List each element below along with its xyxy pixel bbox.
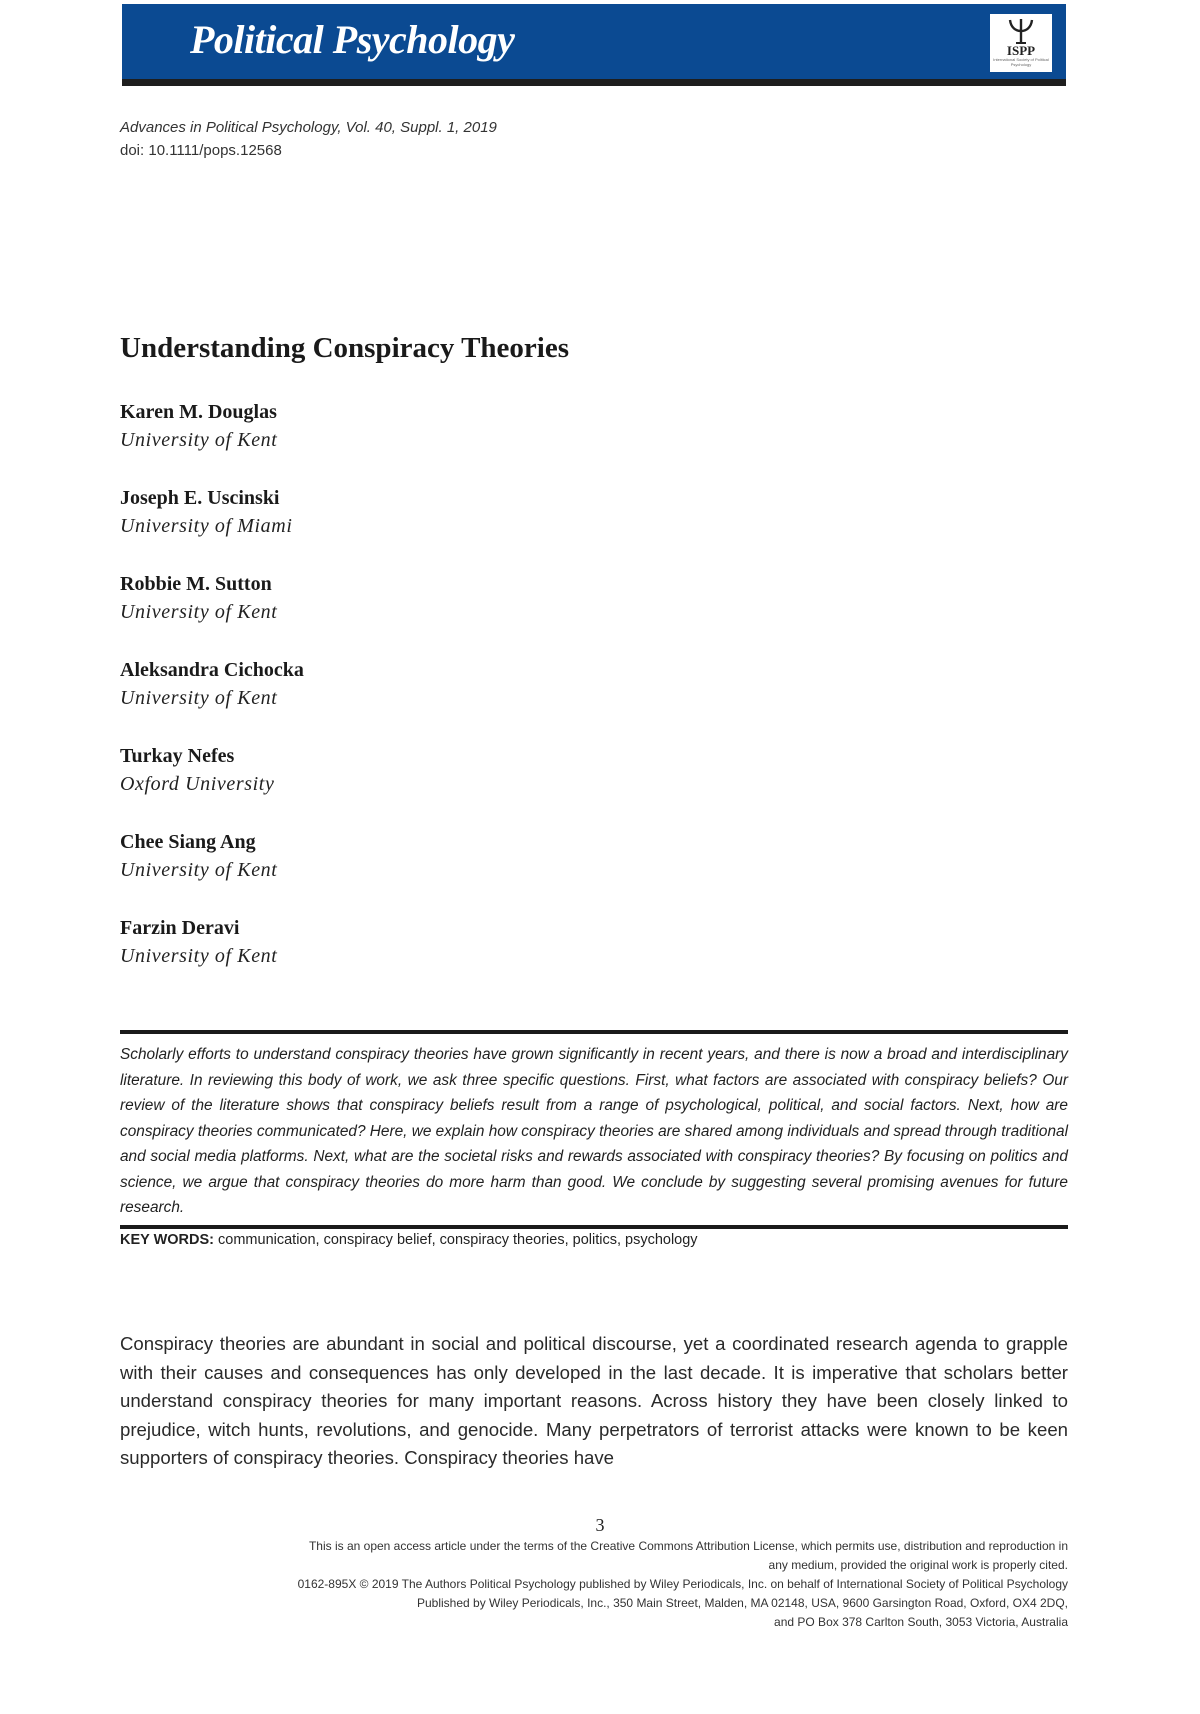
author-entry	[120, 828, 720, 914]
author-entry	[120, 484, 720, 570]
author-list	[120, 398, 720, 1000]
article-title: Understanding Conspiracy Theories	[120, 332, 570, 364]
journal-title: Political Psychology	[190, 17, 515, 62]
ispp-logo-label: ISPP	[1006, 43, 1036, 58]
author-affiliation: University of Miami	[120, 515, 293, 537]
author-entry	[120, 742, 720, 828]
author-affiliation: University of Kent	[120, 687, 278, 709]
author-affiliation: University of Kent	[120, 601, 278, 623]
footer-copyright-line: 0162-895X © 2019 The Authors Political Psychology published by Wiley Periodicals, Inc. on behalf of International Society of Political Psychology	[297, 1577, 1068, 1591]
author-name: Farzin Deravi	[120, 917, 240, 939]
page-number: 3	[595, 1515, 605, 1535]
keywords-list: communication, conspiracy belief, conspiracy theories, politics, psychology	[218, 1231, 698, 1248]
doi-link[interactable]: doi: 10.1111/pops.12568	[120, 142, 282, 159]
author-entry	[120, 914, 720, 1000]
journal-header-band	[122, 4, 1066, 86]
author-name: Robbie M. Sutton	[120, 573, 272, 595]
author-name: Karen M. Douglas	[120, 401, 277, 423]
author-name: Chee Siang Ang	[120, 831, 256, 853]
author-name: Aleksandra Cichocka	[120, 659, 304, 681]
footer-license-line-2: any medium, provided the original work is properly cited.	[768, 1558, 1068, 1572]
keywords-line	[120, 1229, 1068, 1251]
citation-line: Advances in Political Psychology, Vol. 40, Suppl. 1, 2019	[120, 119, 497, 136]
footer-address-line: and PO Box 378 Carlton South, 3053 Victoria, Australia	[774, 1615, 1068, 1629]
abstract-text: Scholarly efforts to understand conspiracy theories have grown significantly in recent years, and there is now a broad and interdisciplinary literature. In reviewing this body of work, we ask three specific questions. First, what factors are associated with conspiracy beliefs? Our review of the literature shows that conspiracy beliefs result from a range of psychological, political, and social factors. Next, how are conspiracy theories communicated? Here, we explain how conspiracy theories are shared among individuals and spread through traditional and social media platforms. Next, what are the societal risks and rewards associated with conspiracy theories? By focusing on politics and science, we argue that conspiracy theories do more harm than good. We conclude by suggesting several promising avenues for future research.	[120, 1046, 1068, 1216]
footer-publisher-line: Published by Wiley Periodicals, Inc., 350 Main Street, Malden, MA 02148, USA, 9600 Garsington Road, Oxford, OX4 2DQ,	[417, 1596, 1068, 1610]
author-affiliation: Oxford University	[120, 773, 275, 795]
ispp-psi-icon	[1007, 18, 1035, 44]
ispp-logo-subtext: International Society of Political Psychology	[993, 57, 1049, 67]
abstract-section	[120, 1030, 1068, 1251]
copyright-footer	[128, 1537, 1068, 1632]
body-paragraph: Conspiracy theories are abundant in social and political discourse, yet a coordinated research agenda to grapple with their causes and consequences has only developed in the last decade. It is imperative that scholars better understand conspiracy theories for many important reasons. Across history they have been closely linked to prejudice, witch hunts, revolutions, and genocide. Many perpetrators of terrorist attacks were known to be keen supporters of conspiracy theories. Conspiracy theories have	[120, 1333, 1068, 1468]
author-name: Joseph E. Uscinski	[120, 487, 280, 509]
author-entry	[120, 570, 720, 656]
author-affiliation: University of Kent	[120, 429, 278, 451]
author-entry	[120, 398, 720, 484]
author-affiliation: University of Kent	[120, 859, 278, 881]
author-affiliation: University of Kent	[120, 945, 278, 967]
author-entry	[120, 656, 720, 742]
citation-block	[120, 116, 497, 162]
footer-license-line: This is an open access article under the terms of the Creative Commons Attribution License, which permits use, distribution and reproduction in	[308, 1539, 1068, 1553]
author-name: Turkay Nefes	[120, 745, 235, 767]
keywords-label: KEY WORDS:	[120, 1231, 214, 1248]
ispp-logo	[990, 14, 1052, 72]
